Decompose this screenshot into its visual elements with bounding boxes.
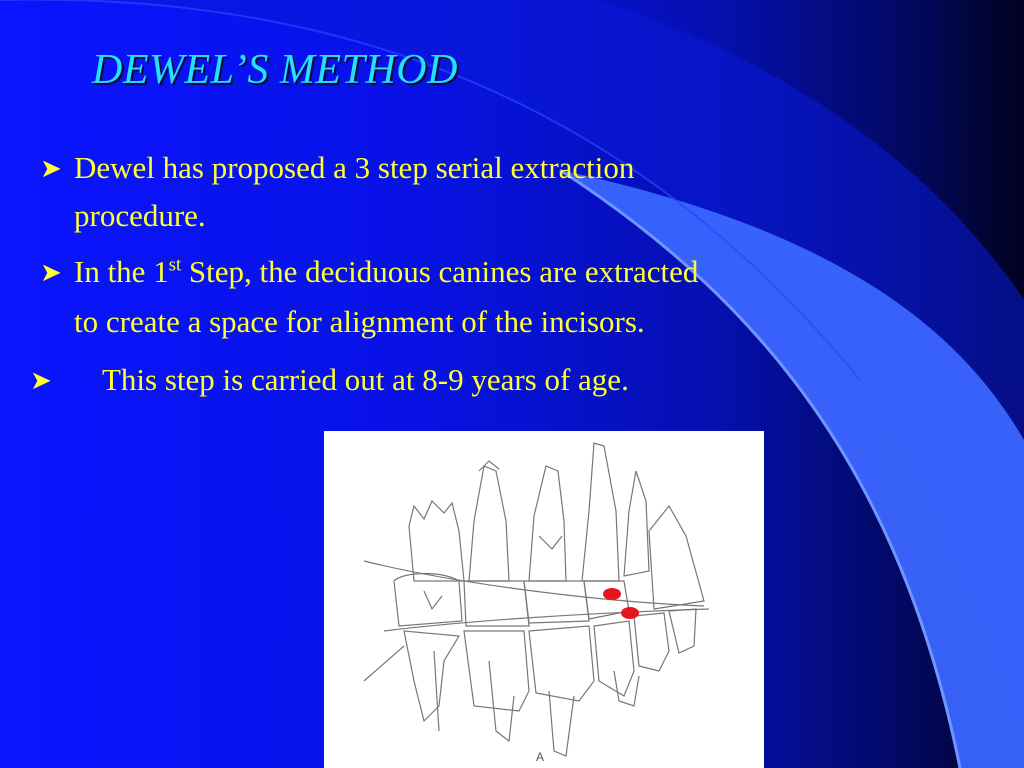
bullet-2-superscript: st <box>168 254 182 276</box>
bullet-1-line-2: procedure. <box>74 198 206 233</box>
dental-arch-figure <box>324 431 764 768</box>
bullet-2-line-1 <box>74 248 698 296</box>
teeth-diagram <box>324 431 764 768</box>
arrow-bullet-icon: ➤ <box>40 258 62 287</box>
bullet-2-line-2: to create a space for alignment of the incisors. <box>74 304 645 339</box>
slide-title: DEWEL’S METHOD <box>92 47 458 93</box>
extraction-marker-upper <box>603 588 621 600</box>
bullet-2-line-1-pre: In the 1 <box>74 254 169 289</box>
arrow-bullet-icon: ➤ <box>30 366 52 395</box>
bullet-1-line-1: Dewel has proposed a 3 step serial extraction <box>74 150 635 185</box>
bullet-3-line-1: This step is carried out at 8-9 years of age. <box>102 362 629 397</box>
extraction-marker-lower <box>621 607 639 619</box>
bullet-2-line-1-post: Step, the deciduous canines are extracted <box>181 254 699 289</box>
arrow-bullet-icon: ➤ <box>40 154 62 183</box>
figure-caption: A <box>536 750 545 764</box>
